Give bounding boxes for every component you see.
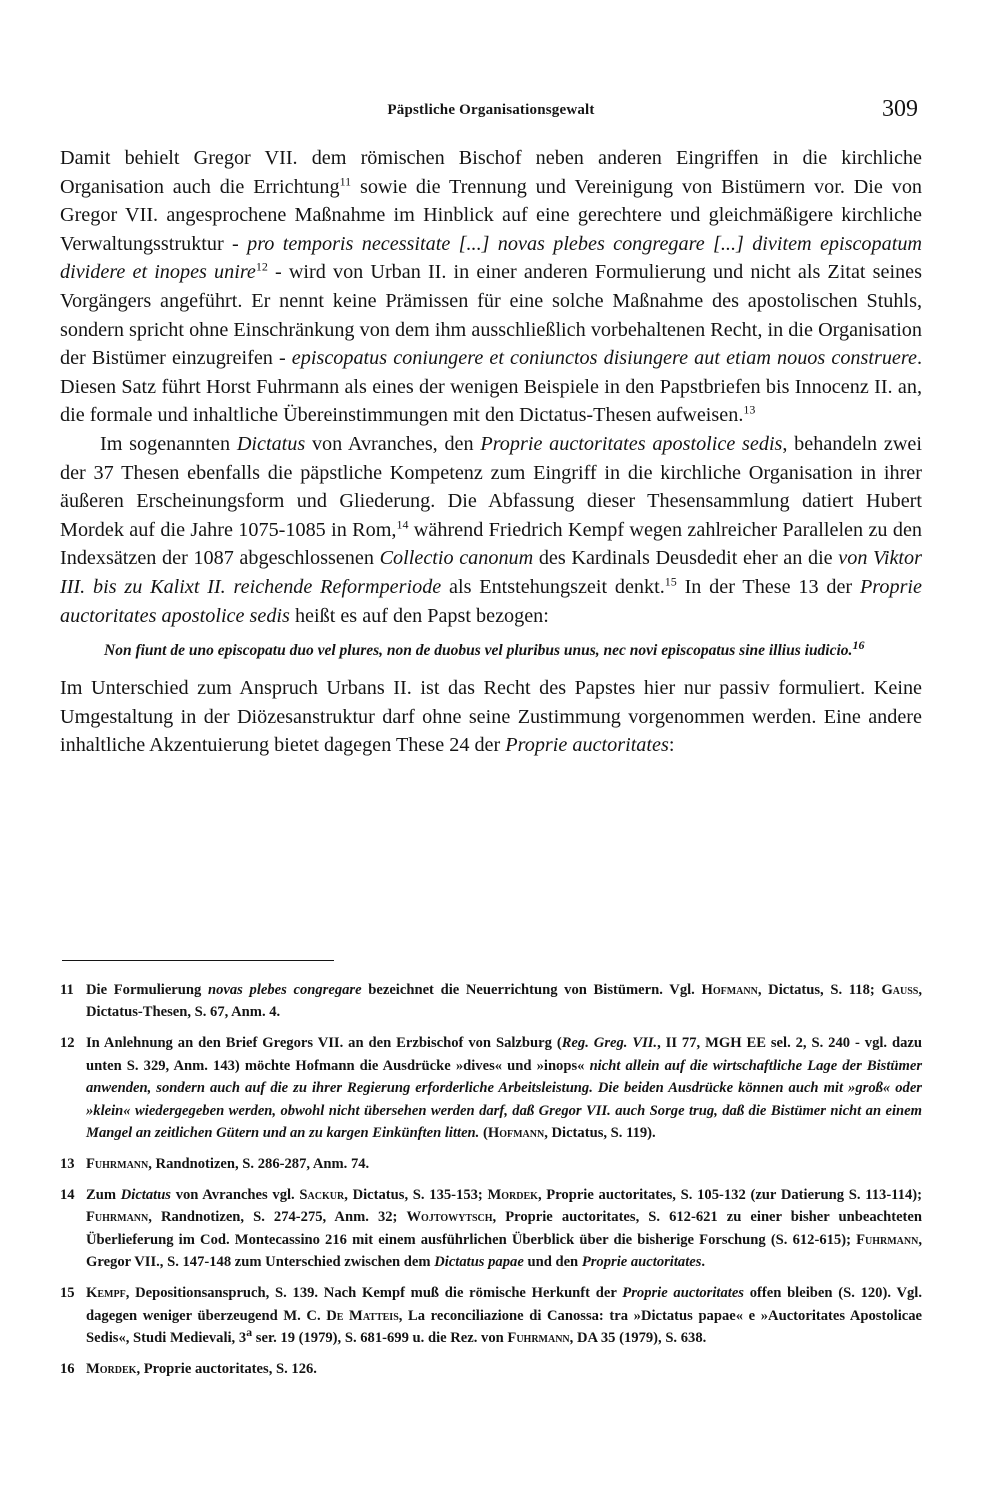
text: Im sogenannten <box>100 432 237 455</box>
footnote-number: 12 <box>60 1035 75 1052</box>
author-name: Fuhrmann <box>856 1231 919 1248</box>
paragraph-3 <box>60 674 922 760</box>
footnote-number: 14 <box>60 1186 75 1203</box>
author-name: Wojtowytsch <box>406 1209 493 1226</box>
text: , behandeln zwei der 37 Thesen ebenfalls die päpstliche Kompetenz zum Eingriff in die kirchliche Organisation in ihrer äußeren Erscheinungsform und Gliederung. Die Abfassung dieser Thesensammlung datiert Hubert Mordek auf die Jahre 1075-1085 in Rom, <box>60 432 922 541</box>
footnote-rule <box>62 960 334 961</box>
blank-space <box>60 760 922 960</box>
italic-term: Reg. Greg. VII. <box>561 1035 658 1052</box>
footnote-number: 15 <box>60 1285 75 1301</box>
footnote-text <box>86 1184 922 1274</box>
ordinal-superscript: a <box>246 1325 253 1340</box>
footnote-13 <box>60 1153 922 1176</box>
italic-term: Proprie auctoritates <box>622 1285 744 1301</box>
text: , Depositionsanspruch, S. 139. Nach Kempf muß die römische Herkunft der <box>125 1285 623 1301</box>
footnote-ref-11: 11 <box>339 173 352 188</box>
author-name: Mordek <box>487 1186 538 1203</box>
author-name: Mordek <box>86 1360 137 1377</box>
italic-term: Proprie auctoritates <box>581 1254 702 1271</box>
footnote-15 <box>60 1282 922 1350</box>
footnote-ref-14: 14 <box>396 516 409 531</box>
text: - wird von Urban II. in einer anderen Formulierung und nicht als Zitat seines Vorgängers angeführt. Er nennt keine Prämissen für eine solche Maßnahme des apostolischen Stuhls, sondern spricht ohne Einschränkung von dem ihm ausschließlich vorbehaltenen Recht, in die Organisation der Bistümer einzugreifen - <box>60 261 922 370</box>
main-text <box>60 144 922 760</box>
footnote-text <box>86 979 922 1024</box>
author-name: De Matteis <box>326 1307 399 1324</box>
footnote-ref-13: 13 <box>743 402 756 417</box>
footnote-16 <box>60 1358 922 1381</box>
text: , Proprie auctoritates, S. 126. <box>136 1360 317 1377</box>
footnote-text <box>86 1282 922 1350</box>
paragraph-1 <box>60 144 922 430</box>
italic-term: Dictatus <box>236 432 306 455</box>
author-name: Gauss <box>881 981 919 998</box>
author-name: Fuhrmann <box>86 1156 149 1173</box>
author-name: Sackur <box>299 1186 345 1203</box>
footnote-number: 11 <box>60 981 74 998</box>
footnote-14 <box>60 1184 922 1274</box>
text: , Dictatus, S. 135-153; <box>344 1186 488 1203</box>
footnote-ref-16: 16 <box>852 637 865 652</box>
text: und den <box>523 1254 582 1271</box>
footnote-number: 13 <box>60 1156 75 1173</box>
author-name: Kempf <box>86 1285 126 1301</box>
text: , Randnotizen, S. 286-287, Anm. 74. <box>148 1156 370 1173</box>
text: , DA 35 (1979), S. 638. <box>569 1330 707 1347</box>
text: , Proprie auctoritates, S. 612-621 zu einer bisher unbeachteten Überlieferung im Cod. Montecassino 216 mit einem ausführlichen Überblick über die bisherige Forschung (S. 612-615); <box>86 1209 922 1248</box>
italic-term: Dictatus papae <box>434 1254 524 1271</box>
italic-term: Collectio canonum <box>379 547 534 570</box>
author-name: Hofmann <box>487 1125 545 1142</box>
footnote-12 <box>60 1032 922 1145</box>
italic-quote: nicht allein auf die wirtschaftliche Lage der Bistümer anwenden, sondern auch auf die zu ihrer Regierung erforderliche Arbeitsleistung. Die beiden Ausdrücke können auch mit »groß« oder »klein« wiedergegeben werden, obwohl nicht übersehen werden darf, daß Gregor VII. auch Sorge trug, daß die Bistümer nicht an einem Mangel an zeitlichen Gütern und an zu kargen Einkünften litten. <box>86 1057 923 1142</box>
text: von Avranches, den <box>305 432 481 455</box>
text: offen bleiben (S. 120). Vgl. dagegen weniger überzeugend M. C. <box>86 1285 922 1324</box>
footnote-text <box>86 1153 922 1176</box>
block-quote <box>104 637 922 662</box>
text: heißt es auf den Papst bezogen: <box>289 604 549 627</box>
text: ( <box>479 1125 488 1142</box>
paragraph-2 <box>60 430 922 630</box>
text: , Randnotizen, S. 274-275, Anm. 32; <box>148 1209 407 1226</box>
text: , II 77, MGH EE sel. 2, S. 240 - vgl. dazu unten S. 329, Anm. 143) möchte Hofmann die Ausdrücke »dives« und »inops« <box>86 1035 922 1074</box>
italic-term: Proprie auctoritates apostolice sedis <box>60 575 922 627</box>
author-name: Fuhrmann <box>507 1330 570 1347</box>
text: Zum <box>86 1186 121 1203</box>
text: . Diesen Satz führt Horst Fuhrmann als eines der wenigen Beispiele in den Papstbriefen bis Innocenz II. an, die formale und inhaltliche Übereinstimmungen mit den Dictatus-Thesen aufweisen. <box>60 347 922 427</box>
footnote-text <box>86 1358 922 1381</box>
text: während Friedrich Kempf wegen zahlreicher Parallelen zu den Indexsätzen der 1087 abgeschlossenen <box>60 518 922 570</box>
latin-quote: pro temporis necessitate [...] novas plebes congregare [...] divitem episcopatum dividere et inopes unire <box>60 232 922 284</box>
footnote-text <box>86 1032 922 1145</box>
text: Die Formulierung <box>86 981 208 998</box>
text: von Avranches vgl. <box>171 1186 300 1203</box>
author-name: Hofmann <box>701 981 758 998</box>
text: sowie die Trennung und Vereinigung von Bistümern vor. Die von Gregor VII. angesprochene Maßnahme im Hinblick auf eine gerechtere und gleichmäßigere kirchliche Verwaltungsstruktur - <box>60 175 923 255</box>
text: bezeichnet die Neuerrichtung von Bistümern. Vgl. <box>361 981 702 998</box>
text: ser. 19 (1979), S. 681-699 u. die Rez. von <box>252 1330 508 1347</box>
text: , Gregor VII., S. 147-148 zum Unterschied zwischen dem <box>86 1231 922 1271</box>
italic-term: von Viktor III. bis zu Kalixt II. reichende Reformperiode <box>60 547 922 598</box>
text: Im Unterschied zum Anspruch Urbans II. ist das Recht des Papstes hier nur passiv formuliert. Keine Umgestaltung in der Diözesanstruktur darf ohne seine Zustimmung vorgenommen werden. Eine andere inhaltliche Akzentuierung bietet dagegen These 24 der <box>60 677 922 757</box>
quote-text: Non fiunt de uno episcopatu duo vel plures, non de duobus vel pluribus unus, nec novi episcopatus sine illius iudicio. <box>104 642 853 660</box>
text: , Dictatus, S. 118; <box>757 981 882 998</box>
page-number: 309 <box>882 96 918 122</box>
text: , Proprie auctoritates, S. 105-132 (zur Datierung S. 113-114); <box>537 1186 922 1203</box>
text: als Entstehungszeit denkt. <box>441 575 665 598</box>
text: des Kardinals Deusdedit eher an die <box>533 547 839 570</box>
italic-term: Proprie auctoritates <box>505 734 669 757</box>
running-title: Päpstliche Organisationsgewalt <box>387 102 595 118</box>
footnote-ref-15: 15 <box>664 574 677 589</box>
footnote-number: 16 <box>60 1360 75 1377</box>
text: In Anlehnung an den Brief Gregors VII. an den Erzbischof von Salzburg ( <box>86 1035 562 1052</box>
text: In der These 13 der <box>676 575 860 598</box>
text: , La reconciliazione di Canossa: tra »Dictatus papae« e »Auctoritates Apostolicae Sedis«, Studi Medievali, 3 <box>86 1307 923 1347</box>
text: Damit behielt Gregor VII. dem römischen Bischof neben anderen Eingriffen in die kirchliche Organisation auch die Errichtung <box>60 147 922 198</box>
page-header <box>60 96 922 134</box>
latin-quote: episcopatus coniungere et coniunctos disiungere aut etiam nouos construere <box>291 347 917 370</box>
italic-term: Dictatus <box>120 1186 171 1203</box>
text: , Dictatus-Thesen, S. 67, Anm. 4. <box>86 981 923 1021</box>
italic-term: Proprie auctoritates apostolice sedis <box>480 432 783 455</box>
text: . <box>701 1254 706 1271</box>
footnotes <box>60 979 922 1381</box>
text: : <box>668 734 675 757</box>
italic-term: novas plebes congregare <box>207 981 362 998</box>
author-name: Fuhrmann <box>86 1209 149 1226</box>
text: , Dictatus, S. 119). <box>544 1125 656 1142</box>
footnote-11 <box>60 979 922 1024</box>
footnote-ref-12: 12 <box>255 259 268 274</box>
page <box>60 96 923 1388</box>
